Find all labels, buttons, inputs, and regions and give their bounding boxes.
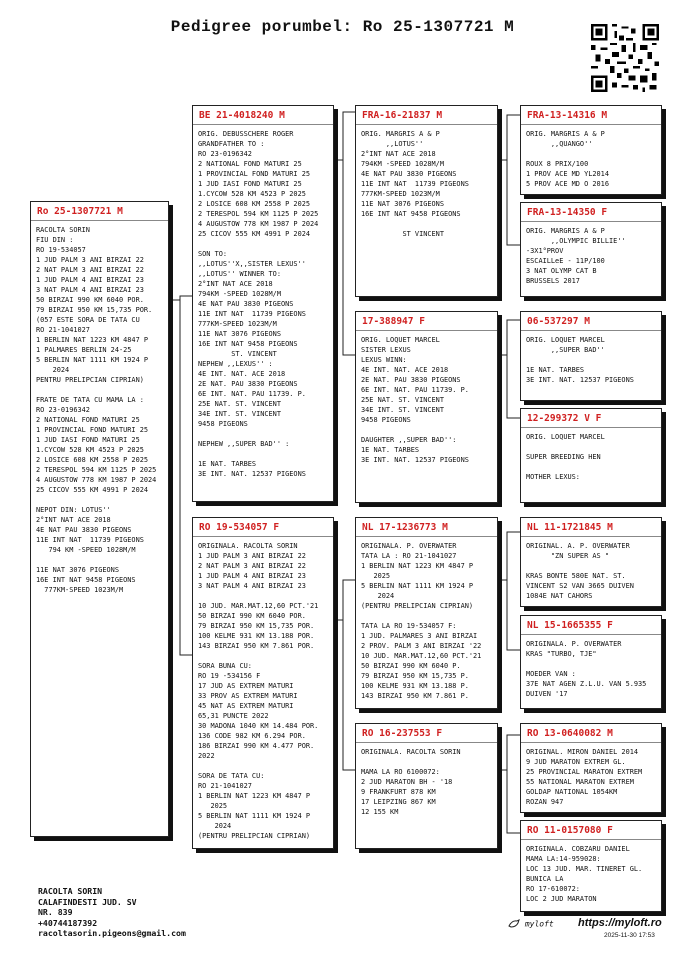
great-grandparent-card: [520, 311, 662, 401]
great-grandparent-card: [520, 202, 662, 297]
ring-number: RO 13-0640082 M: [521, 724, 661, 743]
pigeon-details: ORIG. LOQUET MARCEL SUPER BREEDING HEN MOTHER LEXUS:: [526, 433, 605, 481]
great-grandparent-card: [520, 820, 662, 912]
ring-number: FRA-16-21837 M: [356, 106, 497, 125]
ring-number: 06-537297 M: [521, 312, 661, 331]
maternal-grandmother-card: [355, 723, 498, 849]
owner-contact: RACOLTA SORIN CALAFINDESTI JUD. SV NR. 839 +40744187392 racoltasorin.pigeons@gmail.com: [38, 886, 186, 938]
ring-number: NL 11-1721845 M: [521, 518, 661, 537]
pigeon-details: ORIG. MARGRIS A & P ,,QUANGO'' ROUX 8 PRIX/100 1 PROV ACE MD YL2014 5 PROV ACE MD O 2016: [526, 130, 609, 188]
brand-logo: [508, 918, 554, 930]
pigeon-details: ORIGINAL. A. P. OVERWATER "ZN SUPER AS " KRAS BONTE 580E NAT. ST. VINCENT S2 VAN 3665 DUIVEN 1084E NAT CAHORS: [526, 542, 634, 600]
paternal-grandmother-card: [355, 311, 498, 503]
ring-number: RO 11-0157080 F: [521, 821, 661, 840]
great-grandparent-card: [520, 408, 662, 503]
pigeon-details: ORIGINALA. RACOLTA SORIN MAMA LA RO 6100072: 2 JUD MARATON BH - '18 9 FRANKFURT 878 KM 17 LEIPZING 867 KM 12 155 KM: [361, 748, 461, 816]
ring-number: FRA-13-14316 M: [521, 106, 661, 125]
pigeon-details: ORIGINALA. RACOLTA SORIN 1 JUD PALM 3 ANI BIRZAI 22 2 NAT PALM 3 ANI BIRZAI 22 1 JUD PALM 4 ANI BIRZAI 23 3 NAT PALM 4 ANI BIRZAI 23 10 JUD. MAR.MAT.12,60 PCT.'21 50 BIRZAI 990 KM 6040 POR. 79 BIRZAI 950 KM 15,735 POR. 100 KELME 931 KM 13.188 POR. 143 BIRZAI 950 KM 7.861 POR. SORA BUNA CU: RO 19 -534156 F 17 JUD AS EXTREM MATURI 33 PROV AS EXTREM MATURI 45 NAT AS EXTREM MATURI 65,31 PUNCTE 2022 30 MADONA 1040 KM 14.484 POR. 136 CODE 982 KM 6.294 POR. 186 BIRZAI 990 KM 4.477 POR. 2022 SORA DE TATA CU: RO 21-1041027 1 BERLIN NAT 1223 KM 4847 P 2025 5 BERLIN NAT 1111 KM 1924 P 2024 (PENTRU PRELIPCIAN CIPRIAN): [198, 542, 319, 840]
ring-number: NL 15-1665355 F: [521, 616, 661, 635]
subject-card: [30, 201, 169, 837]
pigeon-details: RACOLTA SORIN FIU DIN : RO 19-534057 1 JUD PALM 3 ANI BIRZAI 22 2 NAT PALM 3 ANI BIRZAI 22 1 JUD PALM 4 ANI BIRZAI 23 3 NAT PALM 4 ANI BIRZAI 23 50 BIRZAI 990 KM 6040 POR. 79 BIRZAI 950 KM 15,735 POR. (057 ESTE SORA DE TATA CU RO 21-1041027 1 BERLIN NAT 1223 KM 4847 P 1 PALMARES BERLIN 24-25 5 BERLIN NAT 1111 KM 1924 P 2024 PENTRU PRELIPCIAN CIPRIAN) FRATE DE TATA CU MAMA LA : RO 23-0196342 2 NATIONAL FOND MATURI 25 1 PROVINCIAL FOND MATURI 25 1 JUD IASI FOND MATURI 25 1.CYCOW 528 KM 4523 P 2025 2 LOSICE 608 KM 2558 P 2025 2 TERESPOL 594 KM 1125 P 2025 4 AUGUSTOW 778 KM 1987 P 2024 25 CICOV 555 KM 4991 P 2024 NEPOT DIN: LOTUS'' 2°INT NAT ACE 2018 4E NAT PAU 3830 PIGEONS 11E INT NAT 11739 PIGEONS 794 KM -SPEED 1028M/M 11E NAT 3076 PIGEONS 16E INT NAT 9458 PIGEONS 777KM-SPEED 1023M/M: [36, 226, 157, 594]
print-date: 2025-11-30 17:53: [604, 932, 655, 939]
pigeon-icon: [508, 918, 520, 930]
pigeon-details: ORIG. LOQUET MARCEL SISTER LEXUS LEXUS WINN: 4E INT. NAT. ACE 2018 2E NAT. PAU 3830 PIGEONS 6E INT. NAT. PAU 11739. P. 25E NAT. ST. VINCENT 34E INT. ST. VINCENT 9458 PIGEONS DAUGHTER ,,SUPER BAD'': 1E NAT. TARBES 3E INT. NAT. 12537 PIGEONS: [361, 336, 469, 464]
pigeon-details: ORIG. MARGRIS A & P ,,OLYMPIC BILLIE'' -3X1°PROV ESCAILLeE - 11P/100 3 NAT OLYMP CAT B BRUSSELS 2017: [526, 227, 626, 285]
paternal-grandfather-card: [355, 105, 498, 297]
ring-number: 17-388947 F: [356, 312, 497, 331]
mother-card: [192, 517, 334, 849]
great-grandparent-card: [520, 105, 662, 195]
ring-number: NL 17-1236773 M: [356, 518, 497, 537]
pigeon-details: ORIGINALA. P. OVERWATER TATA LA : RO 21-1041027 1 BERLIN NAT 1223 KM 4847 P 2025 5 BERLIN NAT 1111 KM 1924 P 2024 (PENTRU PRELIPCIAN CIPRIAN) TATA LA RO 19-534057 F: 1 JUD. PALMARES 3 ANI BIRZAI 2 PROV. PALM 3 ANI BIRZAI '22 10 JUD. MAR.MAT.12,60 PCT.'21 50 BIRZAI 990 KM 6040 P. 79 BIRZAI 950 KM 15,735 P. 100 KELME 931 KM 13.188 P. 143 BIRZAI 950 KM 7.861 P.: [361, 542, 482, 700]
great-grandparent-card: [520, 615, 662, 709]
pigeon-details: ORIG. LOQUET MARCEL ,,SUPER BAD'' 1E NAT. TARBES 3E INT. NAT. 12537 PIGEONS: [526, 336, 634, 384]
maternal-grandfather-card: [355, 517, 498, 709]
page-title: Pedigree porumbel: Ro 25-1307721 M: [170, 18, 515, 36]
pigeon-details: ORIGINALA. P. OVERWATER KRAS "TURBO, TJE" MOEDER VAN : 37E NAT AGEN Z.L.U. VAN 5.935 DUIVEN '17: [526, 640, 647, 698]
ring-number: FRA-13-14350 F: [521, 203, 661, 222]
pigeon-details: ORIG. MARGRIS A & P ,,LOTUS'' 2°INT NAT ACE 2018 794KM -SPEED 1028M/M 4E NAT PAU 3830 PIGEONS 11E INT NAT 11739 PIGEONS 777KM-SPEED 1023M/M 11E NAT 3076 PIGEONS 16E INT NAT 9458 PIGEONS ST VINCENT: [361, 130, 469, 238]
website-link[interactable]: https://myloft.ro: [578, 917, 662, 929]
ring-number: RO 19-534057 F: [193, 518, 333, 537]
great-grandparent-card: [520, 723, 662, 813]
pigeon-details: ORIGINALA. COBZARU DANIEL MAMA LA:14-959028: LOC 13 JUD. MAR. TINERET GL. BUNICA LA RO 17-610072: LOC 2 JUD MARATON: [526, 845, 643, 903]
brand-name: myloft: [524, 919, 554, 929]
pigeon-details: ORIGINAL. MIRON DANIEL 2014 9 JUD MARATON EXTREM GL. 25 PROVINCIAL MARATON EXTREM 55 NATIONAL MARATON EXTREM GOLDAP NATIONAL 1054KM ROZAN 947: [526, 748, 643, 806]
father-card: [192, 105, 334, 502]
great-grandparent-card: [520, 517, 662, 607]
ring-number: BE 21-4018240 M: [193, 106, 333, 125]
ring-number: Ro 25-1307721 M: [31, 202, 168, 221]
pigeon-details: ORIG. DEBUSSCHERE ROGER GRANDFATHER TO : RO 23-0196342 2 NATIONAL FOND MATURI 25 1 PROVINCIAL FOND MATURI 25 1 JUD IASI FOND MATURI 25 1.CYCOW 528 KM 4523 P 2025 2 LOSICE 608 KM 2558 P 2025 2 TERESPOL 594 KM 1125 P 2025 4 AUGUSTOW 778 KM 1987 P 2024 25 CICOV 555 KM 4991 P 2024 SON TO: ,,LOTUS''X,,SISTER LEXUS'' ,,LOTUS'' WINNER TO: 2°INT NAT ACE 2018 794KM -SPEED 1028M/M 4E NAT PAU 3830 PIGEONS 11E INT NAT 11739 PIGEONS 777KM-SPEED 1023M/M 11E NAT 3076 PIGEONS 16E INT NAT 9458 PIGEONS ST. VINCENT NEPHEW ,,LEXUS'' : 4E INT. NAT. ACE 2018 2E NAT. PAU 3830 PIGEONS 6E INT. NAT. PAU 11739. P. 25E NAT. ST. VINCENT 34E INT. ST. VINCENT 9458 PIGEONS NEPHEW ,,SUPER BAD'' : 1E NAT. TARBES 3E INT. NAT. 12537 PIGEONS: [198, 130, 319, 478]
ring-number: RO 16-237553 F: [356, 724, 497, 743]
ring-number: 12-299372 V F: [521, 409, 661, 428]
